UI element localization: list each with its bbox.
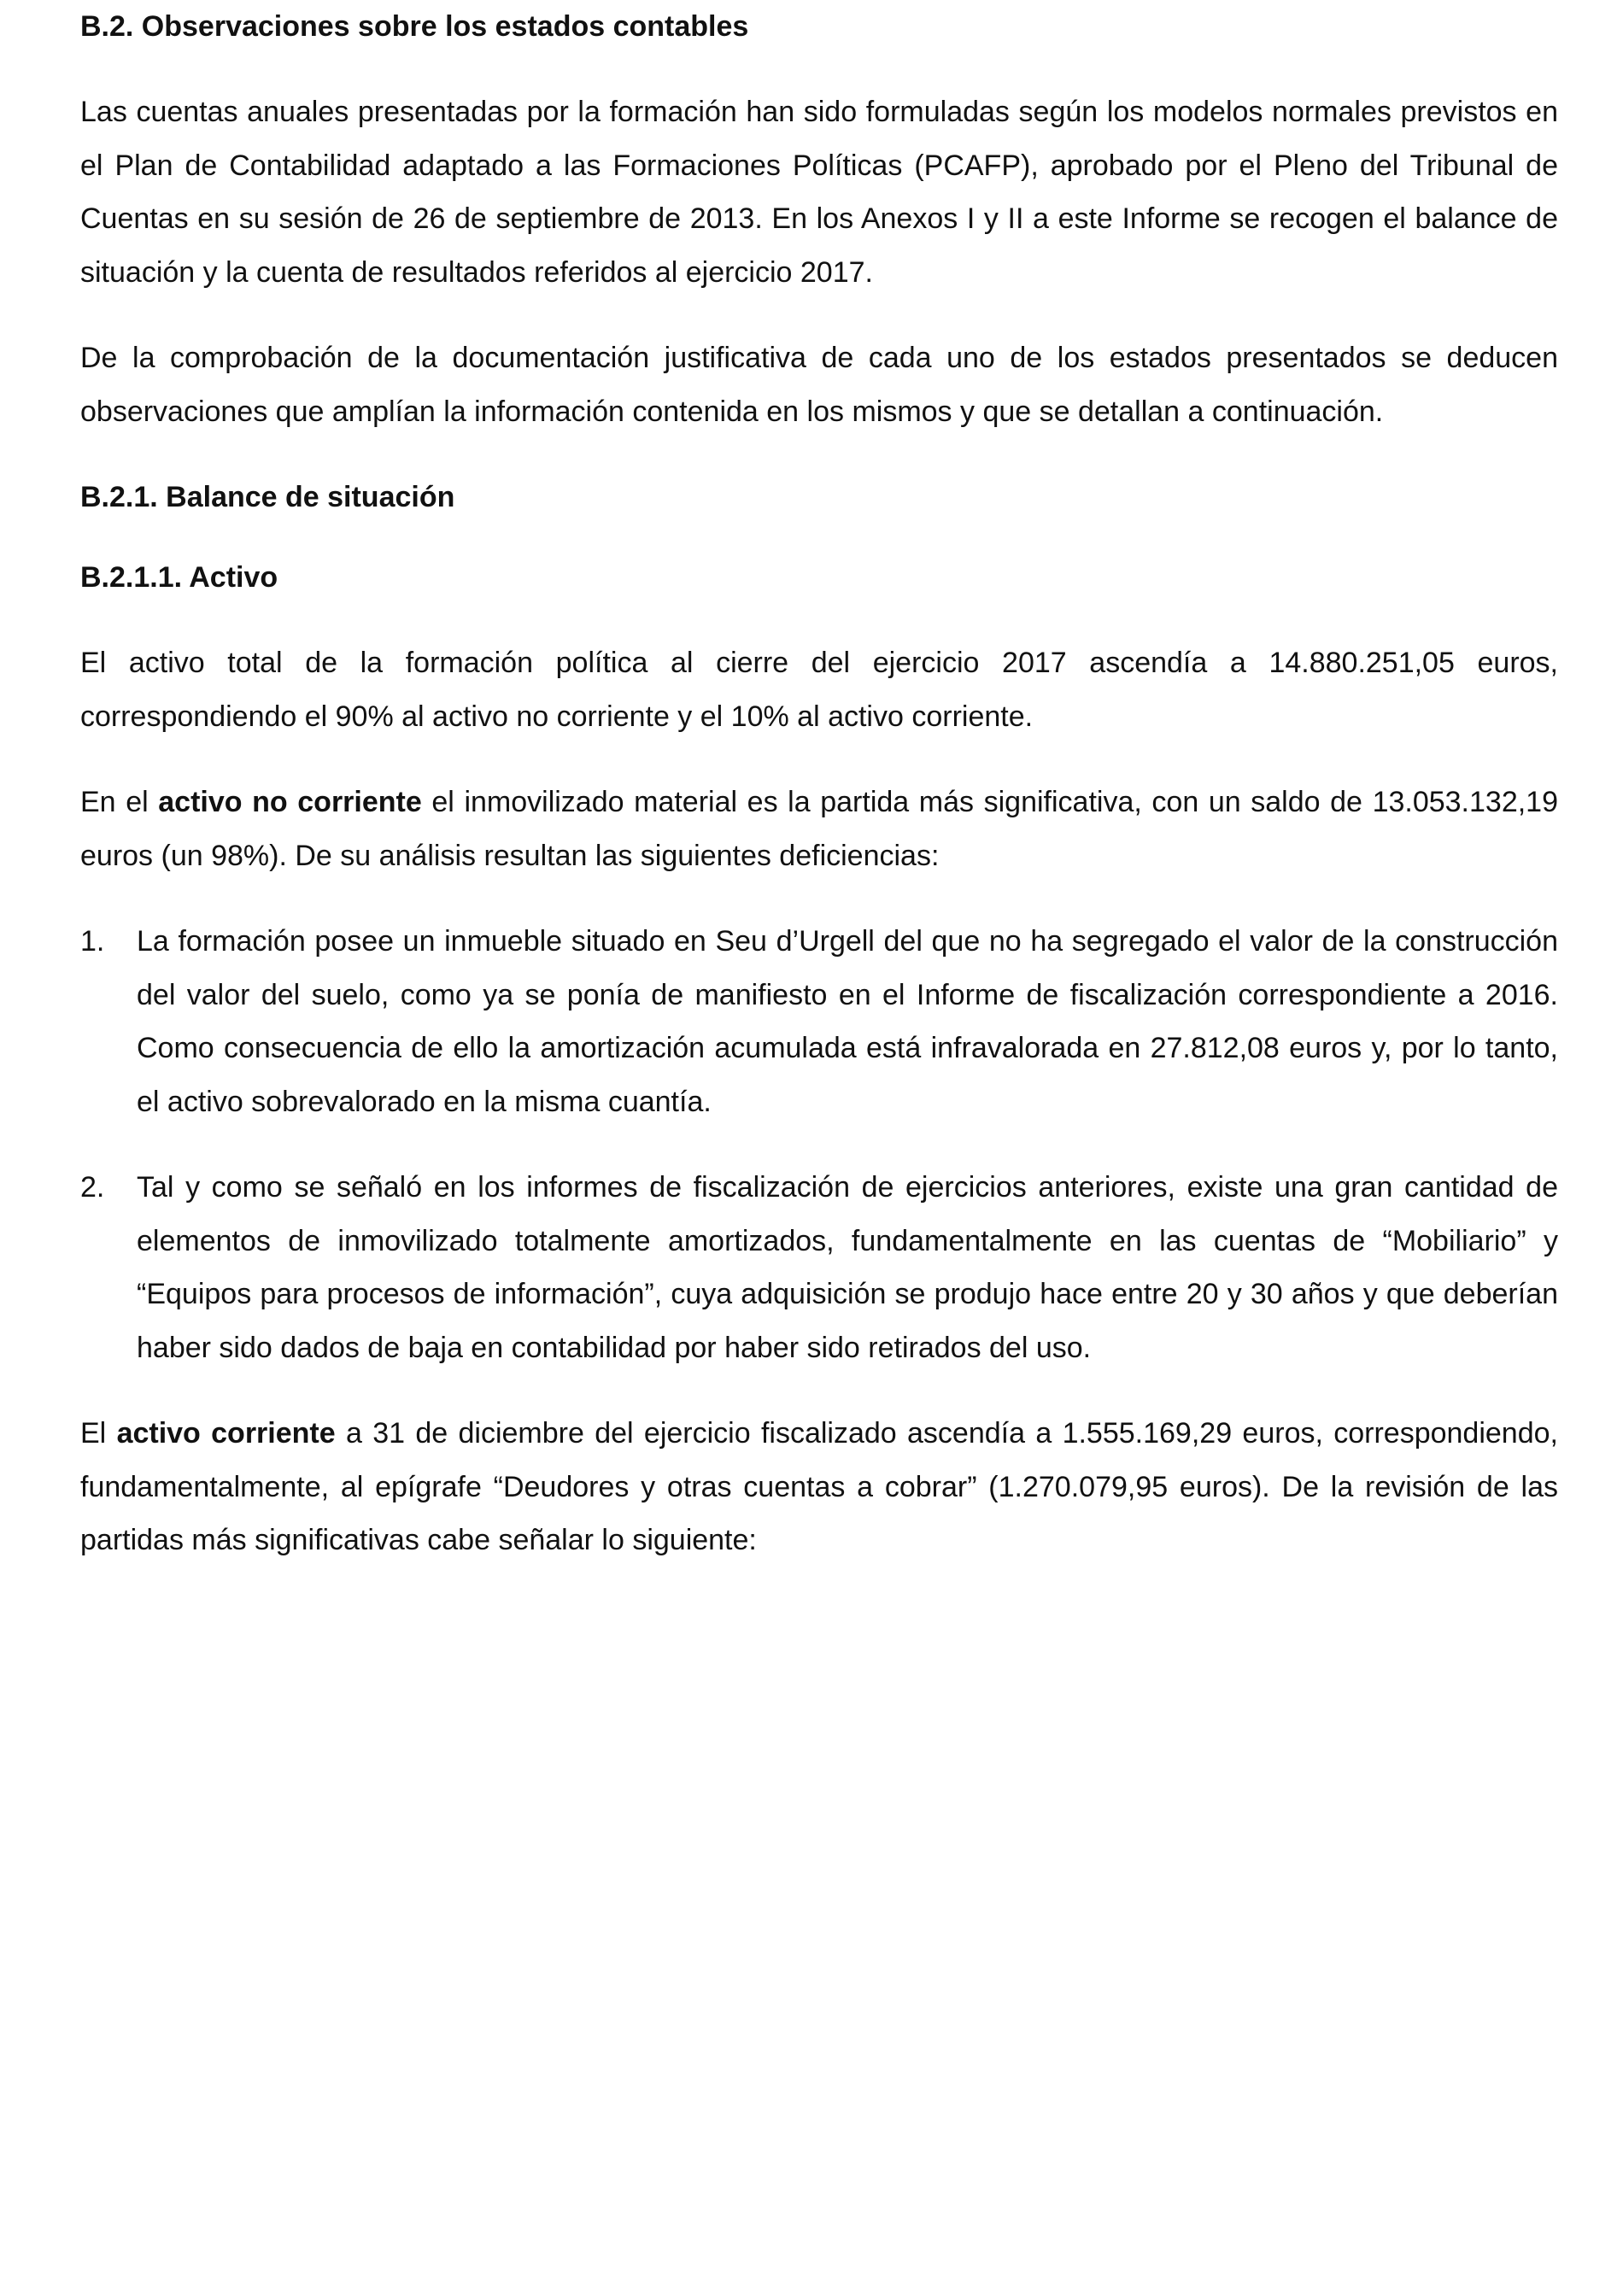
- intro-paragraph-1: Las cuentas anuales presentadas por la formación han sido formuladas según los modelos normales previstos en el Plan de Contabilidad adaptado a las Formaciones Políticas (PCAFP), aprobado por el Pleno del Tribunal de Cuentas en su sesión de 26 de septiembre de 2013. En los Anexos I y II a este Informe se recogen el balance de situación y la cuenta de resultados referidos al ejercicio 2017.: [80, 96, 1558, 289]
- corriente-suffix: a 31 de diciembre del ejercicio fiscalizado ascendía a 1.555.169,29 euros, correspondiendo, fundamentalmente, al epígrafe “Deudores y otras cuentas a cobrar” (1.270.079,95 euros). De la revisión de las partidas más significativas cabe señalar lo siguiente:: [80, 1417, 1558, 1556]
- activo-no-corriente-paragraph: [80, 776, 1558, 882]
- balance-heading: B.2.1. Balance de situación: [80, 481, 455, 513]
- list-item-number: 1.: [80, 925, 105, 958]
- corriente-bold: activo corriente: [116, 1417, 336, 1450]
- list-item-number: 2.: [80, 1171, 105, 1204]
- activo-heading: B.2.1.1. Activo: [80, 561, 278, 594]
- activo-total-paragraph: El activo total de la formación política al cierre del ejercicio 2017 ascendía a 14.880.251,05 euros, correspondiendo el 90% al activo no corriente y el 10% al activo corriente.: [80, 647, 1558, 733]
- no-corriente-prefix: En el: [80, 786, 159, 818]
- list-item-text: La formación posee un inmueble situado en Seu d’Urgell del que no ha segregado el valor de la construcción del valor del suelo, como ya se ponía de manifiesto en el Informe de fiscalización correspondiente a 2016. Como consecuencia de ello la amortización acumulada está infravalorada en 27.812,08 euros y, por lo tanto, el activo sobrevalorado en la misma cuantía.: [137, 925, 1558, 1118]
- deficiencias-list: [80, 915, 1558, 1374]
- no-corriente-suffix: el inmovilizado material es la partida más significativa, con un saldo de 13.053.132,19 euros (un 98%). De su análisis resultan las siguientes deficiencias:: [80, 786, 1558, 872]
- no-corriente-bold: activo no corriente: [158, 786, 422, 818]
- corriente-prefix: El: [80, 1417, 117, 1450]
- list-item: [80, 1161, 1558, 1374]
- intro-paragraph-2: De la comprobación de la documentación justificativa de cada uno de los estados presentados se deducen observaciones que amplían la información contenida en los mismos y que se detallan a continuación.: [80, 342, 1558, 428]
- activo-corriente-paragraph: [80, 1407, 1558, 1567]
- list-item-text: Tal y como se señaló en los informes de fiscalización de ejercicios anteriores, existe una gran cantidad de elementos de inmovilizado totalmente amortizados, fundamentalmente en las cuentas de “Mobiliario” y “Equipos para procesos de información”, cuya adquisición se produjo hace entre 20 y 30 años y que deberían haber sido dados de baja en contabilidad por haber sido retirados del uso.: [137, 1171, 1558, 1364]
- document-page: [80, 5, 1558, 1567]
- section-heading: B.2. Observaciones sobre los estados contables: [80, 10, 749, 43]
- list-item: [80, 915, 1558, 1128]
